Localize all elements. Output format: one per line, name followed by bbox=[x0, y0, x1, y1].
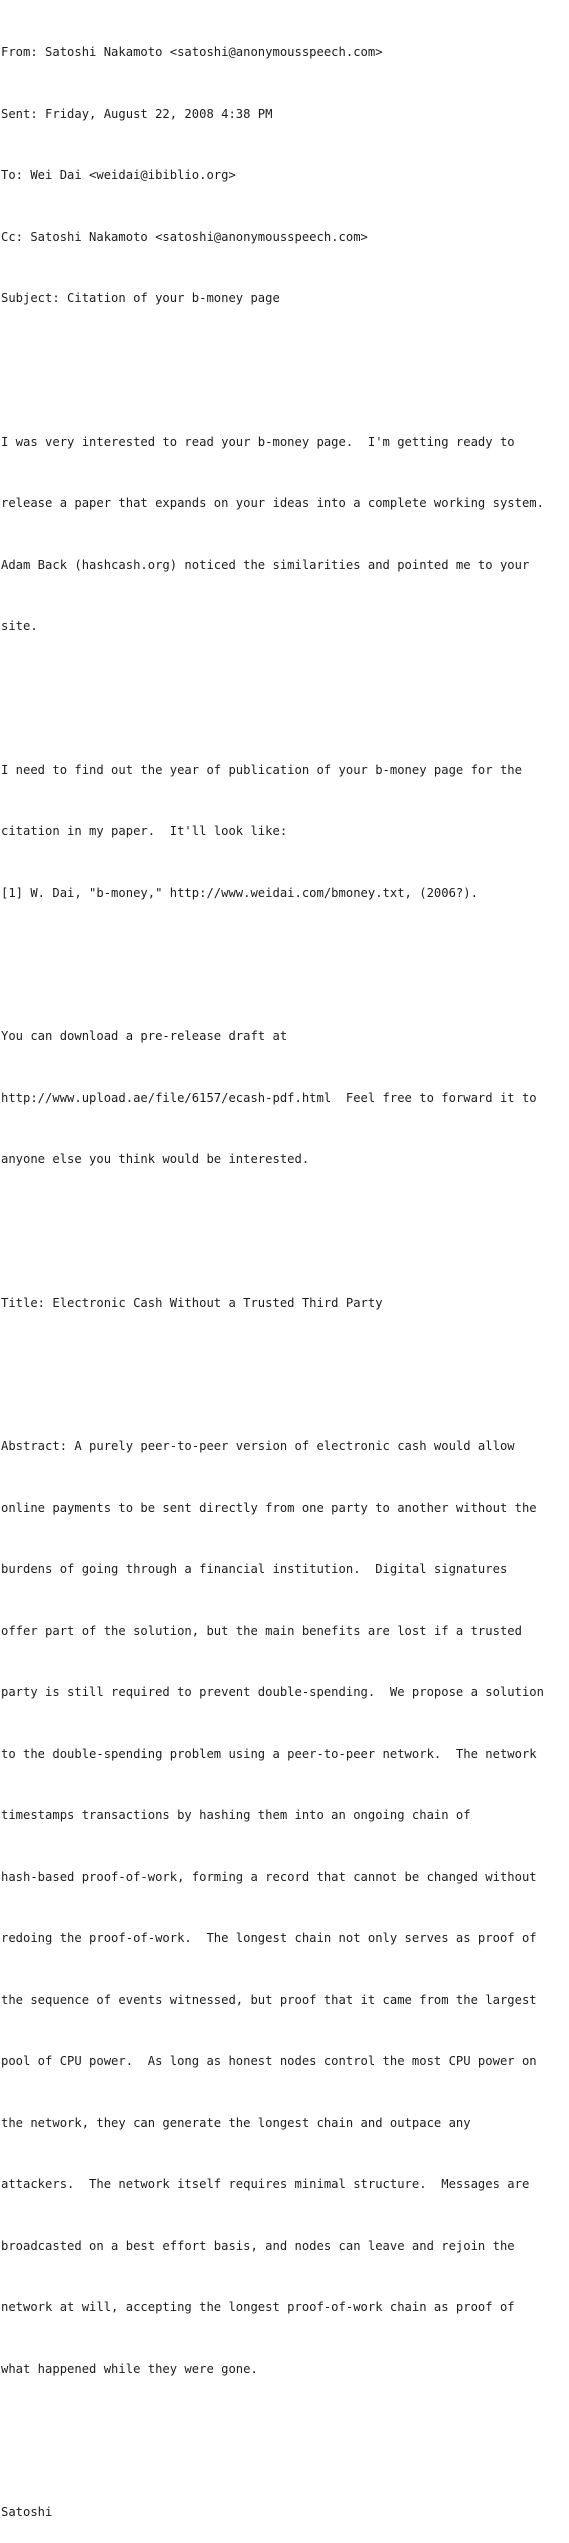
abstract-line: offer part of the solution, but the main benefits are lost if a trusted bbox=[1, 1623, 522, 1638]
sent-line: Sent: Friday, August 22, 2008 4:38 PM bbox=[1, 106, 273, 121]
from-line: From: Satoshi Nakamoto <satoshi@anonymousspeech.com> bbox=[1, 45, 383, 59]
signature: Satoshi bbox=[1, 2505, 53, 2519]
abstract-line: the network, they can generate the longest chain and outpace any bbox=[1, 2115, 471, 2130]
download-link-line: http://www.upload.ae/file/6157/ecash-pdf.html Feel free to forward it to bbox=[1, 1090, 537, 1105]
body-line: release a paper that expands on your ideas into a complete working system. bbox=[1, 496, 544, 510]
abstract-line: online payments to be sent directly from one party to another without the bbox=[1, 1500, 537, 1515]
body-line: anyone else you think would be interested. bbox=[1, 1152, 310, 1166]
body-line: Adam Back (hashcash.org) noticed the similarities and pointed me to your bbox=[1, 557, 530, 572]
abstract-line: timestamps transactions by hashing them into an ongoing chain of bbox=[1, 1808, 471, 1822]
body-line: citation in my paper. It'll look like: bbox=[1, 824, 288, 838]
blank-line bbox=[1, 2420, 569, 2441]
blank-line bbox=[1, 678, 569, 699]
abstract-line: burdens of going through a financial institution. Digital signatures bbox=[1, 1562, 508, 1576]
abstract-line: party is still required to prevent double-spending. We propose a solution bbox=[1, 1685, 544, 1699]
citation-line: [1] W. Dai, "b-money," http://www.weidai.com/bmoney.txt, (2006?). bbox=[1, 885, 478, 900]
subject-line: Subject: Citation of your b-money page bbox=[1, 291, 280, 305]
paper-title: Title: Electronic Cash Without a Trusted Third Party bbox=[1, 1295, 383, 1310]
abstract-line: the sequence of events witnessed, but proof that it came from the largest bbox=[1, 1992, 537, 2007]
abstract-line: attackers. The network itself requires minimal structure. Messages are bbox=[1, 2177, 530, 2191]
abstract-line: pool of CPU power. As long as honest nodes control the most CPU power on bbox=[1, 2054, 537, 2068]
body-line: I need to find out the year of publication of your b-money page for the bbox=[1, 762, 522, 777]
abstract-line: Abstract: A purely peer-to-peer version of electronic cash would allow bbox=[1, 1439, 515, 1453]
blank-line bbox=[1, 944, 569, 965]
body-line: You can download a pre-release draft at bbox=[1, 1029, 288, 1043]
abstract-line: network at will, accepting the longest proof-of-work chain as proof of bbox=[1, 2300, 515, 2314]
blank-line bbox=[1, 1211, 569, 1232]
body-line: site. bbox=[1, 619, 38, 633]
body-line: I was very interested to read your b-money page. I'm getting ready to bbox=[1, 434, 515, 449]
blank-line bbox=[1, 1354, 569, 1375]
to-line: To: Wei Dai <weidai@ibiblio.org> bbox=[1, 168, 236, 182]
blank-line bbox=[1, 350, 569, 371]
abstract-line: redoing the proof-of-work. The longest chain not only serves as proof of bbox=[1, 1931, 537, 1945]
abstract-line: what happened while they were gone. bbox=[1, 2361, 258, 2376]
abstract-line: hash-based proof-of-work, forming a record that cannot be changed without bbox=[1, 1869, 537, 1884]
cc-line: Cc: Satoshi Nakamoto <satoshi@anonymousspeech.com> bbox=[1, 229, 368, 244]
abstract-line: to the double-spending problem using a peer-to-peer network. The network bbox=[1, 1746, 537, 1761]
abstract-line: broadcasted on a best effort basis, and nodes can leave and rejoin the bbox=[1, 2238, 515, 2253]
